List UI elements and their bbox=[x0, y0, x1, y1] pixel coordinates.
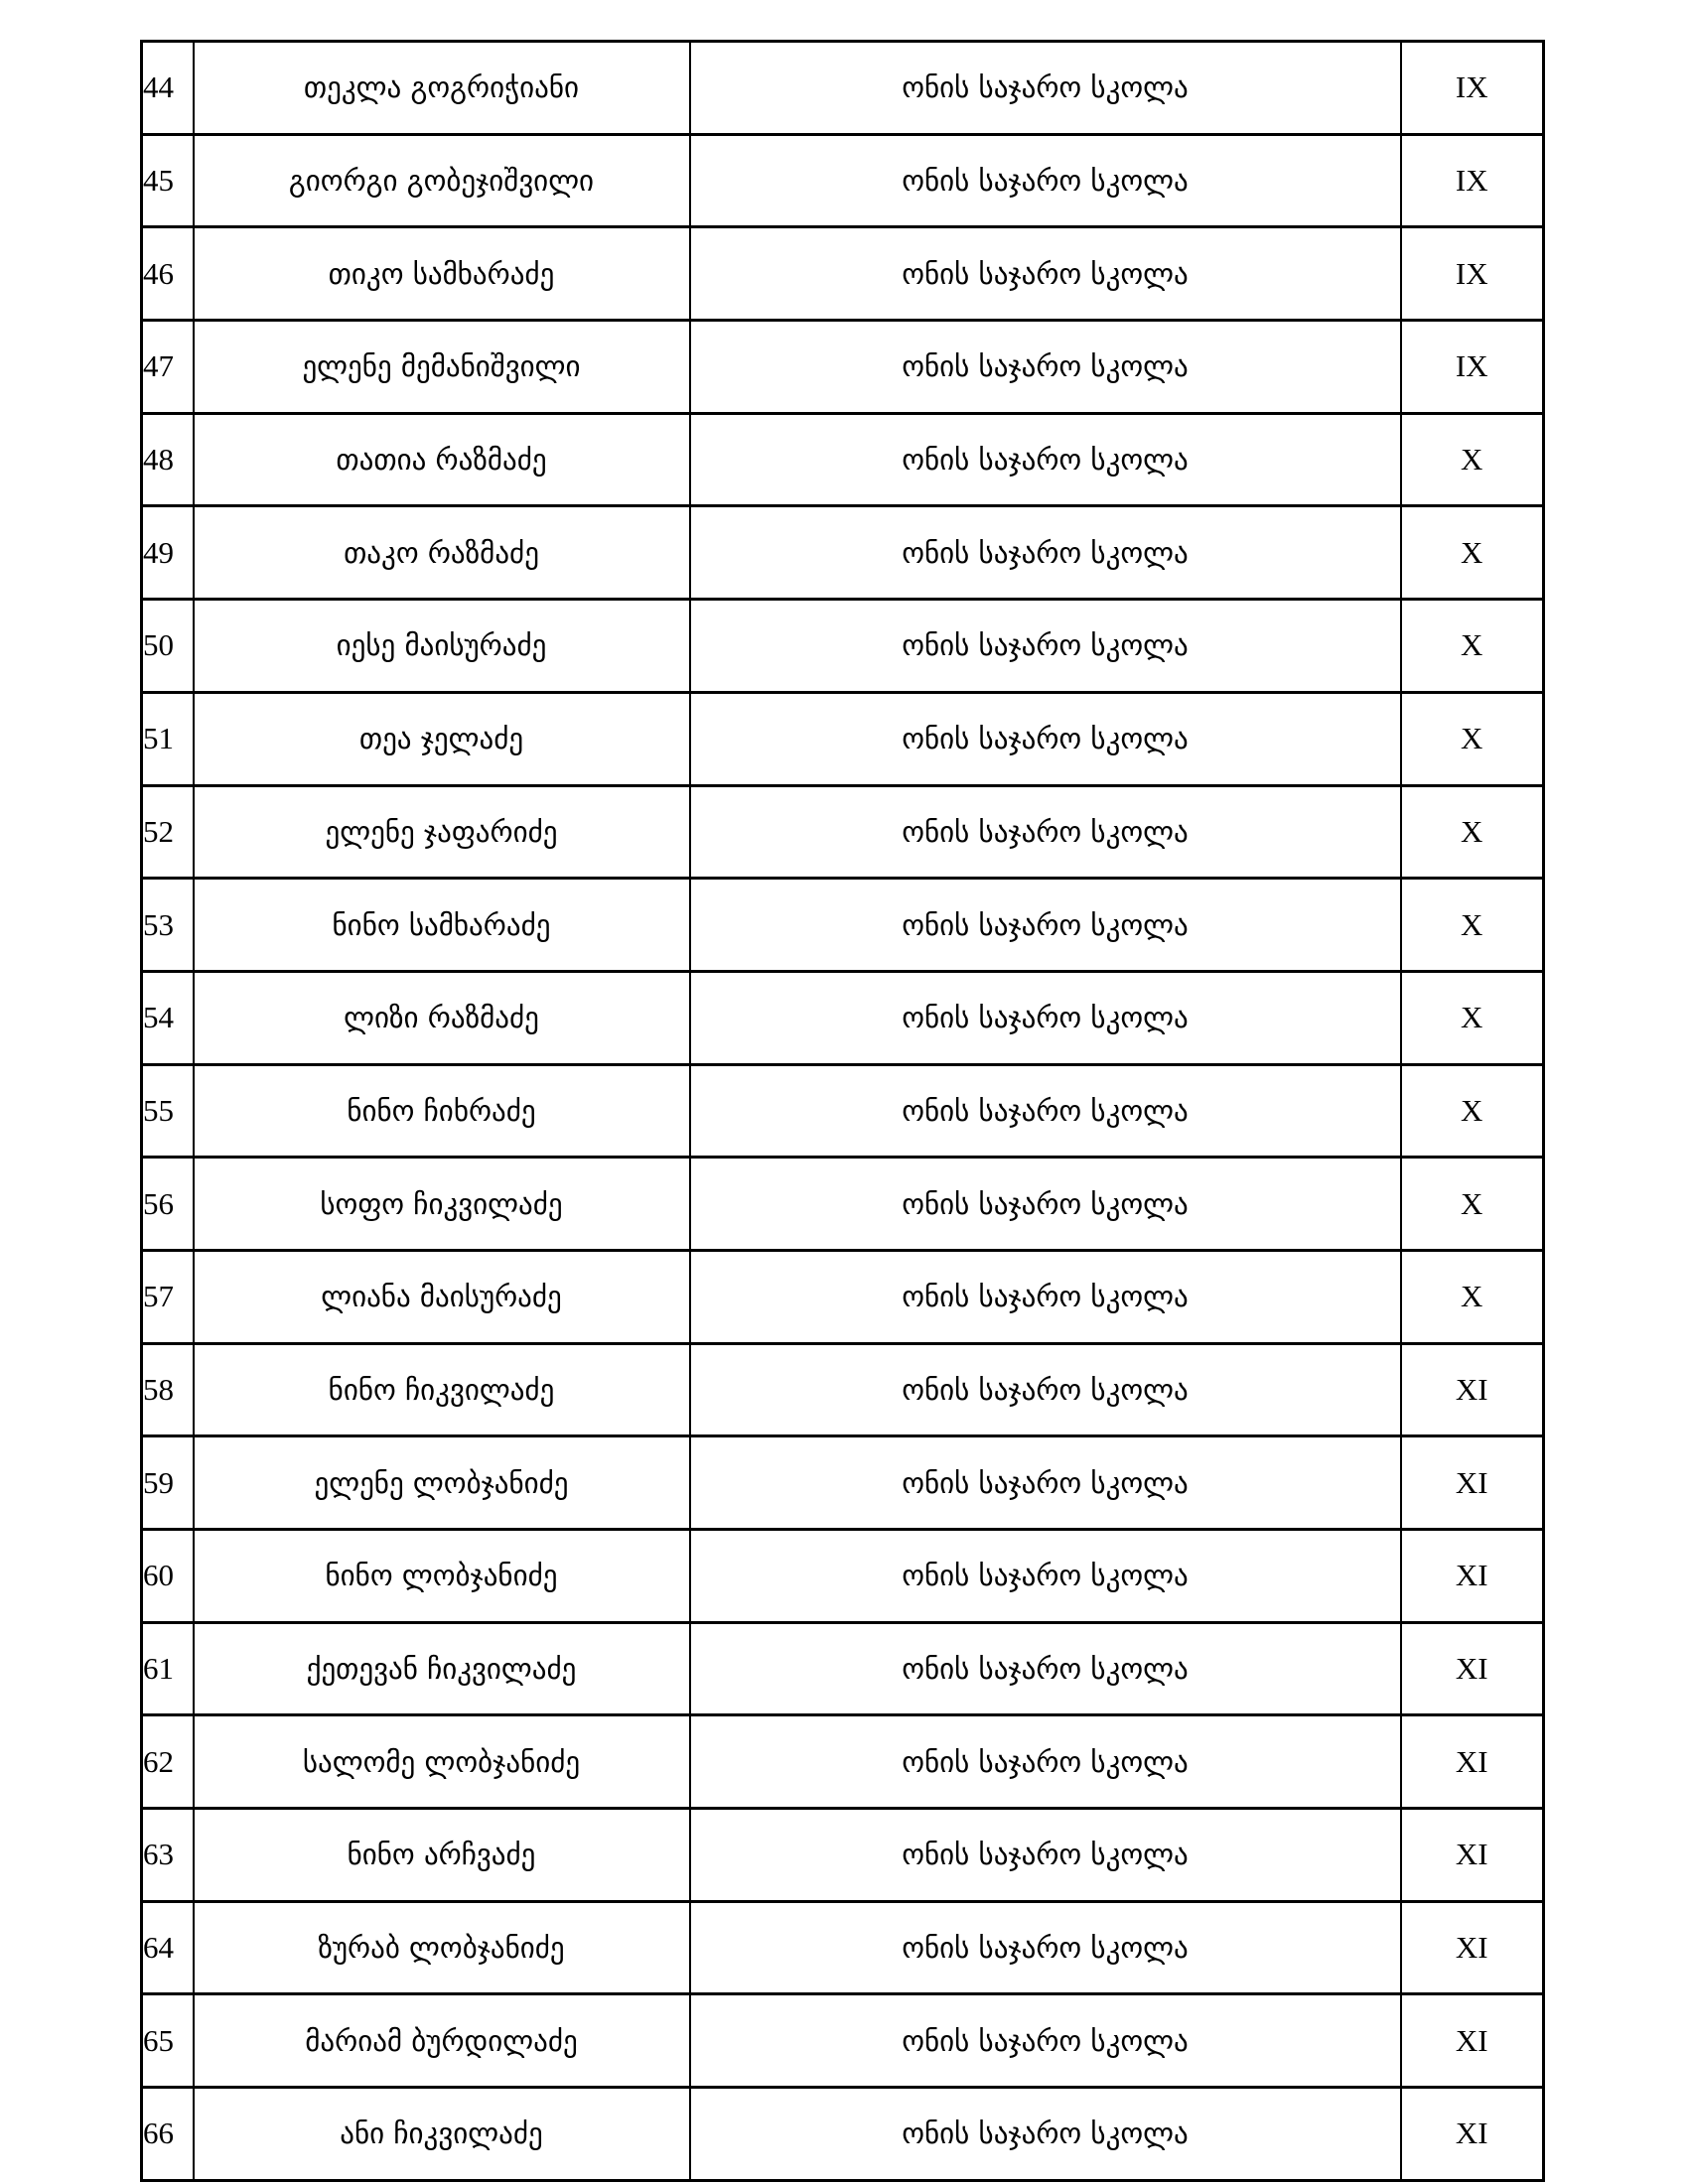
row-number-cell: 49 bbox=[142, 506, 194, 600]
school-name-cell: ონის საჯარო სკოლა bbox=[690, 879, 1401, 972]
school-name-cell: ონის საჯარო სკოლა bbox=[690, 1436, 1401, 1530]
student-name-cell: თიკო სამხარაძე bbox=[194, 227, 690, 321]
grade-level-cell: X bbox=[1401, 1064, 1544, 1158]
grade-level-cell: IX bbox=[1401, 134, 1544, 227]
table-row bbox=[142, 1622, 1544, 1715]
table-row bbox=[142, 413, 1544, 506]
student-name-cell: ელენე ლობჯანიძე bbox=[194, 1436, 690, 1530]
student-name-cell: ნინო სამხარაძე bbox=[194, 879, 690, 972]
student-name-cell: მარიამ ბურდილაძე bbox=[194, 1994, 690, 2088]
row-number-cell: 63 bbox=[142, 1809, 194, 1902]
school-name-cell: ონის საჯარო სკოლა bbox=[690, 1809, 1401, 1902]
row-number-cell: 54 bbox=[142, 971, 194, 1064]
school-name-cell: ონის საჯარო სკოლა bbox=[690, 134, 1401, 227]
school-name-cell: ონის საჯარო სკოლა bbox=[690, 2088, 1401, 2181]
row-number-cell: 45 bbox=[142, 134, 194, 227]
grade-level-cell: X bbox=[1401, 971, 1544, 1064]
school-name-cell: ონის საჯარო სკოლა bbox=[690, 1901, 1401, 1994]
student-name-cell: ნინო არჩვაძე bbox=[194, 1809, 690, 1902]
table-row bbox=[142, 692, 1544, 785]
grade-level-cell: X bbox=[1401, 785, 1544, 879]
table-row bbox=[142, 1994, 1544, 2088]
row-number-cell: 44 bbox=[142, 42, 194, 135]
table-row bbox=[142, 971, 1544, 1064]
school-name-cell: ონის საჯარო სკოლა bbox=[690, 321, 1401, 414]
row-number-cell: 52 bbox=[142, 785, 194, 879]
school-name-cell: ონის საჯარო სკოლა bbox=[690, 971, 1401, 1064]
student-name-cell: ქეთევან ჩიკვილაძე bbox=[194, 1622, 690, 1715]
grade-level-cell: IX bbox=[1401, 227, 1544, 321]
grade-level-cell: XI bbox=[1401, 1809, 1544, 1902]
school-name-cell: ონის საჯარო სკოლა bbox=[690, 692, 1401, 785]
school-name-cell: ონის საჯარო სკოლა bbox=[690, 506, 1401, 600]
school-name-cell: ონის საჯარო სკოლა bbox=[690, 413, 1401, 506]
student-name-cell: იესე მაისურაძე bbox=[194, 600, 690, 693]
student-name-cell: ლიანა მაისურაძე bbox=[194, 1250, 690, 1343]
school-name-cell: ონის საჯარო სკოლა bbox=[690, 785, 1401, 879]
school-name-cell: ონის საჯარო სკოლა bbox=[690, 1064, 1401, 1158]
school-name-cell: ონის საჯარო სკოლა bbox=[690, 600, 1401, 693]
grade-level-cell: X bbox=[1401, 600, 1544, 693]
grade-level-cell: X bbox=[1401, 879, 1544, 972]
student-name-cell: სალომე ლობჯანიძე bbox=[194, 1715, 690, 1809]
table-row bbox=[142, 1901, 1544, 1994]
row-number-cell: 55 bbox=[142, 1064, 194, 1158]
row-number-cell: 57 bbox=[142, 1250, 194, 1343]
table-row bbox=[142, 785, 1544, 879]
student-name-cell: სოფო ჩიკვილაძე bbox=[194, 1158, 690, 1251]
student-name-cell: ნინო ლობჯანიძე bbox=[194, 1530, 690, 1623]
grade-level-cell: XI bbox=[1401, 1622, 1544, 1715]
row-number-cell: 56 bbox=[142, 1158, 194, 1251]
table-row bbox=[142, 879, 1544, 972]
table-row bbox=[142, 227, 1544, 321]
row-number-cell: 65 bbox=[142, 1994, 194, 2088]
row-number-cell: 60 bbox=[142, 1530, 194, 1623]
table-row bbox=[142, 321, 1544, 414]
row-number-cell: 58 bbox=[142, 1343, 194, 1436]
school-name-cell: ონის საჯარო სკოლა bbox=[690, 1715, 1401, 1809]
student-roster-table bbox=[140, 40, 1545, 2182]
row-number-cell: 66 bbox=[142, 2088, 194, 2181]
school-name-cell: ონის საჯარო სკოლა bbox=[690, 1994, 1401, 2088]
table-row bbox=[142, 1436, 1544, 1530]
table-row bbox=[142, 1064, 1544, 1158]
school-name-cell: ონის საჯარო სკოლა bbox=[690, 1530, 1401, 1623]
student-name-cell: ნინო ჩიკვილაძე bbox=[194, 1343, 690, 1436]
grade-level-cell: IX bbox=[1401, 321, 1544, 414]
student-name-cell: ნინო ჩიხრაძე bbox=[194, 1064, 690, 1158]
row-number-cell: 61 bbox=[142, 1622, 194, 1715]
grade-level-cell: X bbox=[1401, 506, 1544, 600]
student-name-cell: ელენე ჯაფარიძე bbox=[194, 785, 690, 879]
table-row bbox=[142, 1809, 1544, 1902]
table-row bbox=[142, 506, 1544, 600]
school-name-cell: ონის საჯარო სკოლა bbox=[690, 42, 1401, 135]
grade-level-cell: IX bbox=[1401, 42, 1544, 135]
row-number-cell: 64 bbox=[142, 1901, 194, 1994]
table-row bbox=[142, 1250, 1544, 1343]
grade-level-cell: X bbox=[1401, 692, 1544, 785]
grade-level-cell: XI bbox=[1401, 2088, 1544, 2181]
grade-level-cell: X bbox=[1401, 1158, 1544, 1251]
row-number-cell: 59 bbox=[142, 1436, 194, 1530]
student-name-cell: თათია რაზმაძე bbox=[194, 413, 690, 506]
student-table-body bbox=[142, 42, 1544, 2181]
student-name-cell: ზურაბ ლობჯანიძე bbox=[194, 1901, 690, 1994]
school-name-cell: ონის საჯარო სკოლა bbox=[690, 1250, 1401, 1343]
school-name-cell: ონის საჯარო სკოლა bbox=[690, 1158, 1401, 1251]
school-name-cell: ონის საჯარო სკოლა bbox=[690, 1622, 1401, 1715]
student-name-cell: ლიზი რაზმაძე bbox=[194, 971, 690, 1064]
table-row bbox=[142, 1343, 1544, 1436]
school-name-cell: ონის საჯარო სკოლა bbox=[690, 227, 1401, 321]
row-number-cell: 51 bbox=[142, 692, 194, 785]
table-row bbox=[142, 42, 1544, 135]
row-number-cell: 53 bbox=[142, 879, 194, 972]
school-name-cell: ონის საჯარო სკოლა bbox=[690, 1343, 1401, 1436]
grade-level-cell: XI bbox=[1401, 1901, 1544, 1994]
student-name-cell: ელენე მემანიშვილი bbox=[194, 321, 690, 414]
student-name-cell: თაკო რაზმაძე bbox=[194, 506, 690, 600]
student-name-cell: ანი ჩიკვილაძე bbox=[194, 2088, 690, 2181]
table-row bbox=[142, 2088, 1544, 2181]
student-name-cell: თეკლა გოგრიჭიანი bbox=[194, 42, 690, 135]
grade-level-cell: X bbox=[1401, 413, 1544, 506]
grade-level-cell: X bbox=[1401, 1250, 1544, 1343]
grade-level-cell: XI bbox=[1401, 1715, 1544, 1809]
table-row bbox=[142, 1530, 1544, 1623]
row-number-cell: 47 bbox=[142, 321, 194, 414]
row-number-cell: 48 bbox=[142, 413, 194, 506]
row-number-cell: 50 bbox=[142, 600, 194, 693]
row-number-cell: 46 bbox=[142, 227, 194, 321]
grade-level-cell: XI bbox=[1401, 1530, 1544, 1623]
grade-level-cell: XI bbox=[1401, 1994, 1544, 2088]
table-row bbox=[142, 1158, 1544, 1251]
student-name-cell: გიორგი გობეჯიშვილი bbox=[194, 134, 690, 227]
grade-level-cell: XI bbox=[1401, 1343, 1544, 1436]
table-row bbox=[142, 1715, 1544, 1809]
grade-level-cell: XI bbox=[1401, 1436, 1544, 1530]
row-number-cell: 62 bbox=[142, 1715, 194, 1809]
table-row bbox=[142, 134, 1544, 227]
student-name-cell: თეა ჯელაძე bbox=[194, 692, 690, 785]
table-row bbox=[142, 600, 1544, 693]
